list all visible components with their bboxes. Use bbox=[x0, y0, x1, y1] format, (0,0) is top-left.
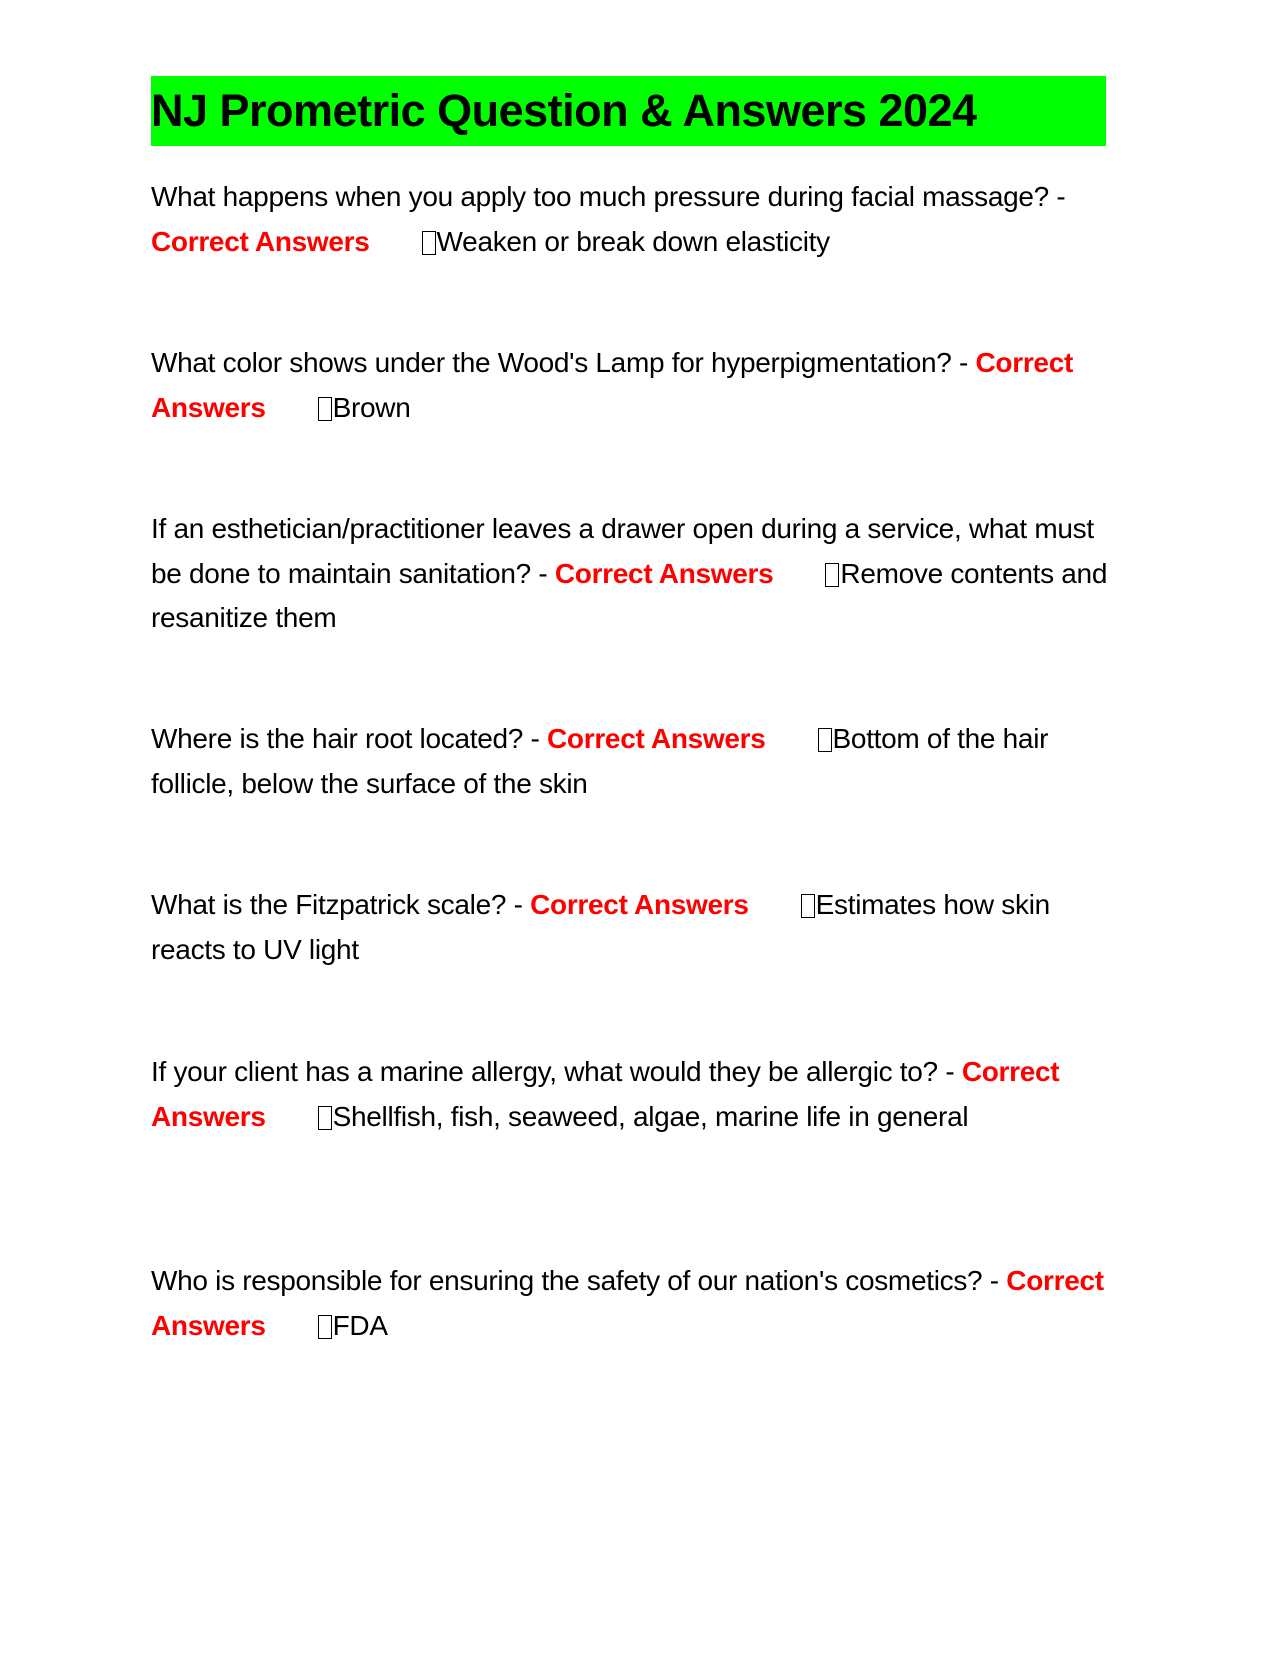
missing-glyph-icon bbox=[318, 1106, 332, 1130]
answer-text: Weaken or break down elasticity bbox=[436, 225, 830, 257]
missing-glyph-icon bbox=[422, 231, 436, 255]
correct-answers-label: Correct Answers bbox=[554, 557, 774, 589]
separator: - bbox=[523, 723, 547, 754]
answer-text: Bottom of the hair follicle, below the surface of the skin bbox=[151, 723, 1049, 799]
document-title: NJ Prometric Question & Answers 2024 bbox=[151, 76, 1106, 146]
correct-answers-label: Correct Answers bbox=[151, 225, 370, 257]
qa-item bbox=[151, 883, 1111, 972]
answer-text: FDA bbox=[332, 1309, 388, 1341]
separator: - bbox=[937, 1056, 962, 1087]
qa-item bbox=[151, 1050, 1111, 1139]
correct-answers-label: Correct Answers bbox=[151, 347, 1074, 423]
qa-item bbox=[151, 507, 1111, 641]
question-text: Where is the hair root located? bbox=[151, 723, 524, 754]
question-text: If an esthetician/practitioner leaves a drawer open during a service, what must be done to maintain sanitation? bbox=[151, 513, 1094, 589]
correct-answers-label: Correct Answers bbox=[151, 1265, 1104, 1341]
question-text: Who is responsible for ensuring the safety of our nation's cosmetics? bbox=[151, 1265, 983, 1296]
qa-item bbox=[151, 175, 1111, 264]
separator: - bbox=[1048, 181, 1066, 212]
separator: - bbox=[951, 347, 976, 378]
missing-glyph-icon bbox=[318, 1315, 332, 1339]
separator: - bbox=[982, 1265, 1007, 1296]
missing-glyph-icon bbox=[318, 397, 332, 421]
question-text: If your client has a marine allergy, what would they be allergic to? bbox=[151, 1056, 938, 1087]
qa-item bbox=[151, 341, 1111, 430]
answer-text: Shellfish, fish, seaweed, algae, marine life in general bbox=[332, 1100, 969, 1132]
answer-text: Brown bbox=[332, 391, 411, 423]
separator: - bbox=[530, 557, 555, 589]
missing-glyph-icon bbox=[825, 563, 839, 587]
correct-answers-label: Correct Answers bbox=[151, 1056, 1060, 1132]
qa-item bbox=[151, 1259, 1111, 1348]
missing-glyph-icon bbox=[818, 728, 832, 752]
answer-text: Remove contents and resanitize them bbox=[151, 557, 1108, 633]
correct-answers-label: Correct Answers bbox=[530, 889, 749, 920]
missing-glyph-icon bbox=[801, 894, 815, 918]
correct-answers-label: Correct Answers bbox=[547, 723, 766, 754]
question-text: What is the Fitzpatrick scale? bbox=[151, 889, 507, 920]
question-text: What happens when you apply too much pressure during facial massage? bbox=[151, 181, 1049, 212]
qa-item bbox=[151, 717, 1111, 806]
separator: - bbox=[506, 889, 531, 920]
question-text: What color shows under the Wood's Lamp for hyperpigmentation? bbox=[151, 347, 952, 378]
answer-text: Estimates how skin reacts to UV light bbox=[151, 889, 1050, 965]
